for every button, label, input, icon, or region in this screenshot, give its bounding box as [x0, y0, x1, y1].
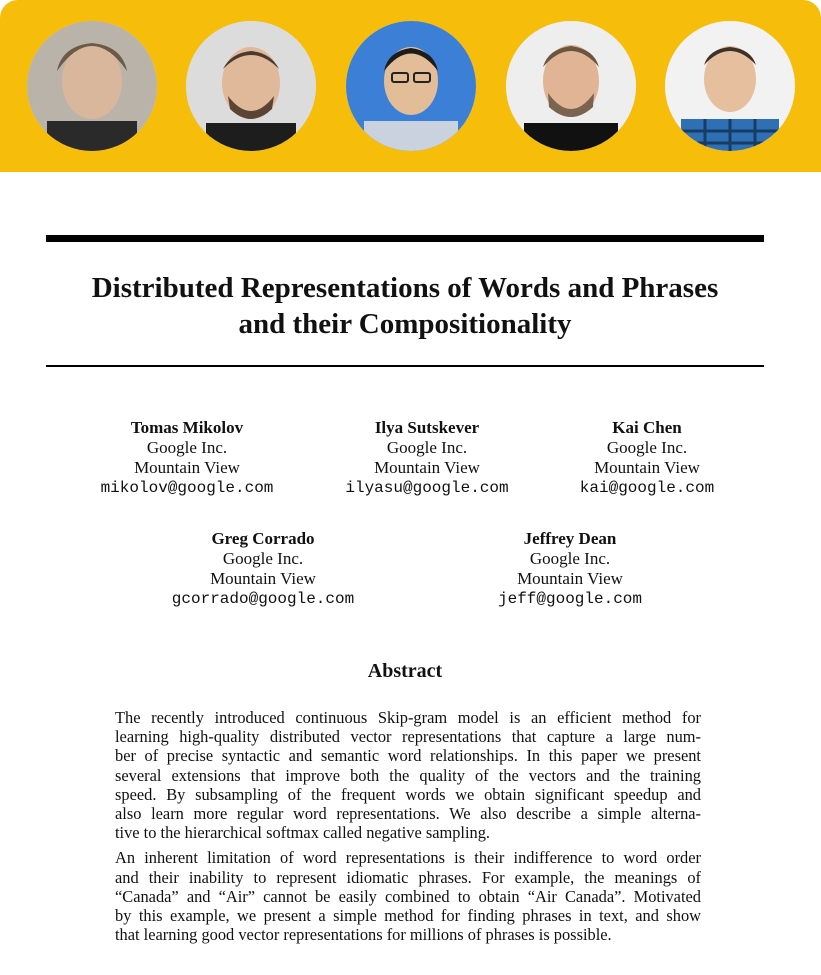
- abstract-line: also learn more regular word representations. We also describe a simple alterna-: [115, 804, 701, 824]
- abstract-line: that learning good vector representations for millions of phrases is possible.: [115, 925, 612, 945]
- avatar-photo-4: [506, 21, 636, 151]
- avatar-photo-1: [27, 21, 157, 151]
- paper-title: [46, 270, 764, 342]
- abstract-line: and their inability to represent idiomatic phrases. For example, the meanings of: [115, 867, 701, 887]
- author-city: Mountain View: [134, 458, 240, 477]
- author-name: Jeffrey Dean: [523, 529, 617, 548]
- header-banner: [0, 0, 821, 172]
- author-name: Kai Chen: [612, 418, 682, 437]
- avatar-photo-3: [346, 21, 476, 151]
- author-email: mikolov@google.com: [100, 479, 274, 497]
- author-email: ilyasu@google.com: [345, 479, 509, 497]
- author-org: Google Inc.: [146, 438, 228, 457]
- title-line-1: Distributed Representations of Words and Phrases: [91, 272, 719, 304]
- author-email: kai@google.com: [579, 479, 715, 497]
- author-block: [143, 529, 383, 609]
- top-rule: [46, 235, 764, 242]
- author-name: Ilya Sutskever: [374, 418, 480, 437]
- abstract-paragraph-1: [115, 708, 701, 842]
- abstract-line: “Canada” and “Air” cannot be easily combined to obtain “Air Canada”. Motivated: [115, 886, 701, 906]
- abstract-line: The recently introduced continuous Skip-gram model is an efficient method for: [115, 708, 701, 727]
- abstract-heading: Abstract: [367, 660, 443, 682]
- author-block: [67, 418, 307, 498]
- abstract-line: several extensions that improve both the quality of the vectors and the training: [115, 765, 701, 785]
- abstract-line: learning high-quality distributed vector representations that capture a large num-: [115, 727, 701, 747]
- author-block: [450, 529, 690, 609]
- avatar-photo-2: [186, 21, 316, 151]
- author-org: Google Inc.: [222, 549, 304, 568]
- abstract-line: speed. By subsampling of the frequent words we obtain significant speedup and: [115, 784, 701, 804]
- abstract-line: An inherent limitation of word representations is their indifference to word order: [115, 848, 701, 868]
- author-org: Google Inc.: [529, 549, 611, 568]
- abstract-body: [115, 708, 701, 950]
- author-org: Google Inc.: [386, 438, 468, 457]
- author-city: Mountain View: [210, 569, 316, 588]
- title-line-2: and their Compositionality: [238, 308, 572, 340]
- author-city: Mountain View: [517, 569, 623, 588]
- author-org: Google Inc.: [606, 438, 688, 457]
- author-email: gcorrado@google.com: [171, 590, 355, 608]
- author-block: [527, 418, 767, 498]
- author-name: Greg Corrado: [211, 529, 315, 548]
- abstract-line: ber of precise syntactic and semantic word relationships. In this paper we present: [115, 746, 701, 766]
- author-name: Tomas Mikolov: [130, 418, 244, 437]
- author-city: Mountain View: [594, 458, 700, 477]
- abstract-line: by this example, we present a simple method for finding phrases in text, and show: [115, 906, 701, 926]
- abstract-line: tive to the hierarchical softmax called negative sampling.: [115, 823, 491, 843]
- bottom-rule: [46, 365, 764, 367]
- abstract-paragraph-2: [115, 848, 701, 944]
- author-city: Mountain View: [374, 458, 480, 477]
- author-email: jeff@google.com: [497, 590, 643, 608]
- avatar-photo-5: [665, 21, 795, 151]
- author-block: [307, 418, 547, 498]
